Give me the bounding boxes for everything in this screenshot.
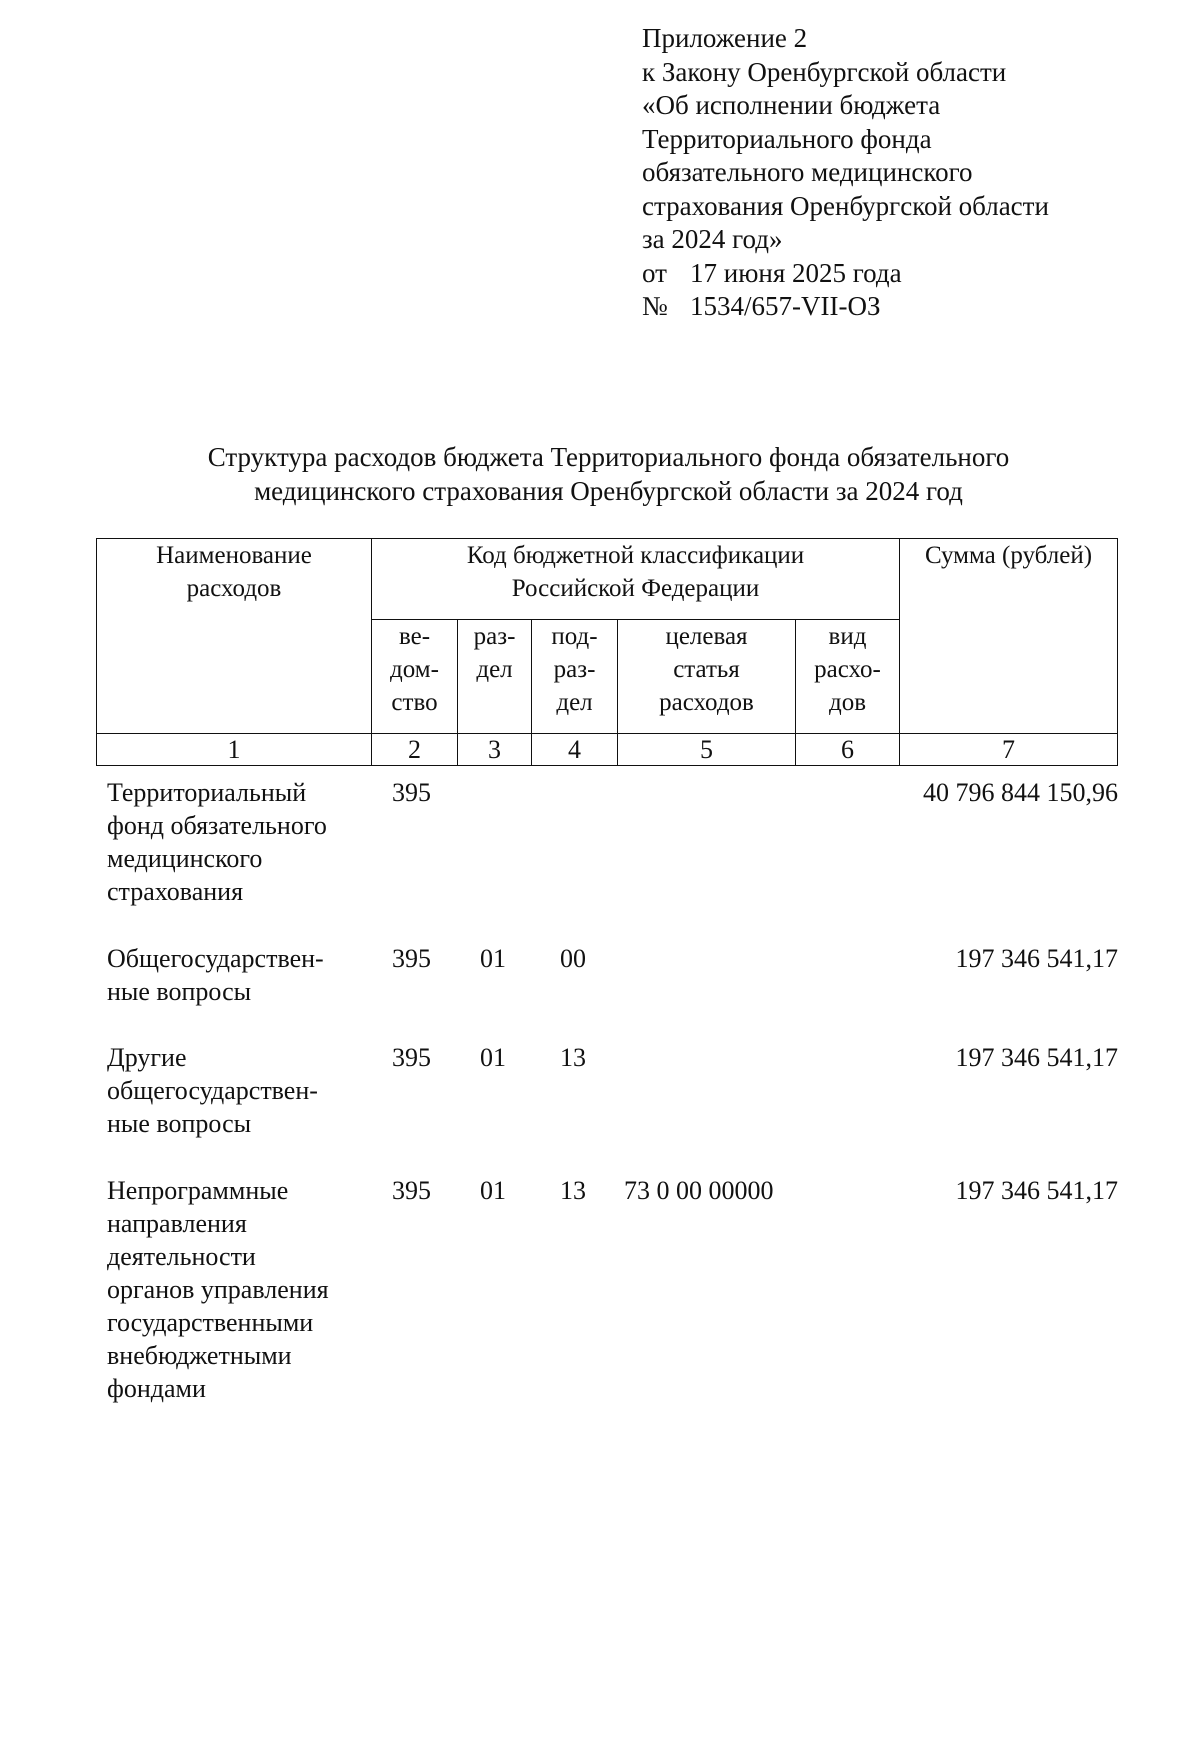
cell-sum: 40 796 844 150,96	[923, 778, 1118, 807]
header-text: раз-	[553, 656, 596, 683]
header-dept	[372, 620, 458, 734]
header-expense-type	[796, 620, 900, 734]
header-text: целевая	[665, 623, 748, 650]
name-line: ные вопросы	[107, 977, 252, 1006]
appendix-line: к Закону Оренбургской области	[642, 56, 1007, 87]
header-text: дом-	[390, 656, 439, 683]
date-value: 17 июня 2025 года	[690, 257, 902, 288]
name-line: фондами	[107, 1374, 206, 1403]
cell-sum: 197 346 541,17	[955, 1043, 1118, 1072]
title-line: Структура расходов бюджета Территориального фонда обязательного	[207, 442, 1010, 472]
header-text: вид	[828, 623, 867, 650]
appendix-line: Приложение 2	[642, 23, 808, 53]
appendix-date	[642, 257, 1162, 291]
cell-dept: 395	[392, 1176, 431, 1205]
title-line: медицинского страхования Оренбургской области за 2024 год	[254, 475, 963, 506]
cell-dept: 395	[392, 778, 431, 807]
cell-article: 73 0 00 00000	[624, 1176, 774, 1205]
header-text: дел	[476, 656, 513, 683]
date-label: от	[642, 257, 667, 288]
cell-dept: 395	[392, 1043, 431, 1072]
header-text: дов	[828, 689, 867, 716]
cell-subsection: 13	[560, 1043, 586, 1072]
column-number: 6	[796, 734, 900, 766]
header-text: Код бюджетной классификации	[466, 542, 805, 569]
header-text: Российской Федерации	[511, 575, 760, 602]
header-text: Наименование	[156, 542, 312, 569]
name-line: деятельности	[107, 1242, 256, 1271]
column-number: 4	[532, 734, 618, 766]
header-text: ство	[391, 689, 438, 716]
header-text: статья	[673, 656, 740, 683]
cell-dept: 395	[392, 944, 431, 973]
cell-sum: 197 346 541,17	[955, 1176, 1118, 1205]
number-label: №	[642, 291, 668, 321]
name-line: Непрограммные	[107, 1176, 289, 1205]
cell-section: 01	[480, 1043, 506, 1072]
cell-name	[107, 942, 377, 1008]
name-line: органов управления	[107, 1275, 329, 1304]
column-number: 7	[900, 734, 1118, 766]
cell-sum: 197 346 541,17	[955, 944, 1118, 973]
header-article	[618, 620, 796, 734]
header-name	[97, 539, 372, 734]
header-text: ве-	[398, 623, 431, 650]
document-title	[96, 441, 1121, 508]
header-text: раз-	[473, 623, 516, 650]
name-line: Общегосударствен-	[107, 944, 324, 973]
number-value: 1534/657-VII-ОЗ	[690, 291, 881, 321]
name-line: направления	[107, 1209, 247, 1238]
header-text: под-	[551, 623, 598, 650]
name-line: Территориальный	[107, 778, 307, 807]
header-sum	[900, 539, 1118, 734]
cell-subsection: 00	[560, 944, 586, 973]
appendix-line: обязательного медицинского	[642, 157, 973, 187]
appendix-number	[642, 290, 1162, 324]
appendix-header	[642, 22, 1162, 324]
name-line: общегосударствен-	[107, 1076, 318, 1105]
appendix-line: Территориального фонда	[642, 123, 932, 154]
name-line: государственными	[107, 1308, 314, 1337]
header-text: дел	[556, 689, 593, 716]
cell-section: 01	[480, 944, 506, 973]
header-text: Сумма (рублей)	[924, 542, 1093, 569]
column-number: 3	[458, 734, 532, 766]
cell-name	[107, 776, 377, 908]
column-number: 5	[618, 734, 796, 766]
header-code-group	[372, 539, 900, 620]
appendix-line: страхования Оренбургской области	[642, 190, 1049, 221]
cell-name	[107, 1174, 377, 1405]
name-line: ные вопросы	[107, 1109, 252, 1138]
name-line: Другие	[107, 1043, 187, 1072]
header-subsection	[532, 620, 618, 734]
header-text: расходов	[186, 575, 282, 602]
appendix-line: за 2024 год»	[642, 224, 783, 254]
header-text: расходов	[659, 689, 754, 716]
appendix-line: «Об исполнении бюджета	[642, 90, 941, 120]
name-line: внебюджетными	[107, 1341, 292, 1370]
column-number: 1	[97, 734, 372, 766]
name-line: медицинского	[107, 844, 263, 873]
cell-subsection: 13	[560, 1176, 586, 1205]
header-table	[96, 538, 1118, 766]
name-line: фонд обязательного	[107, 811, 327, 840]
header-text: расхо-	[814, 656, 881, 683]
cell-name	[107, 1041, 377, 1140]
cell-section: 01	[480, 1176, 506, 1205]
name-line: страхования	[107, 877, 244, 906]
header-section	[458, 620, 532, 734]
column-number: 2	[372, 734, 458, 766]
